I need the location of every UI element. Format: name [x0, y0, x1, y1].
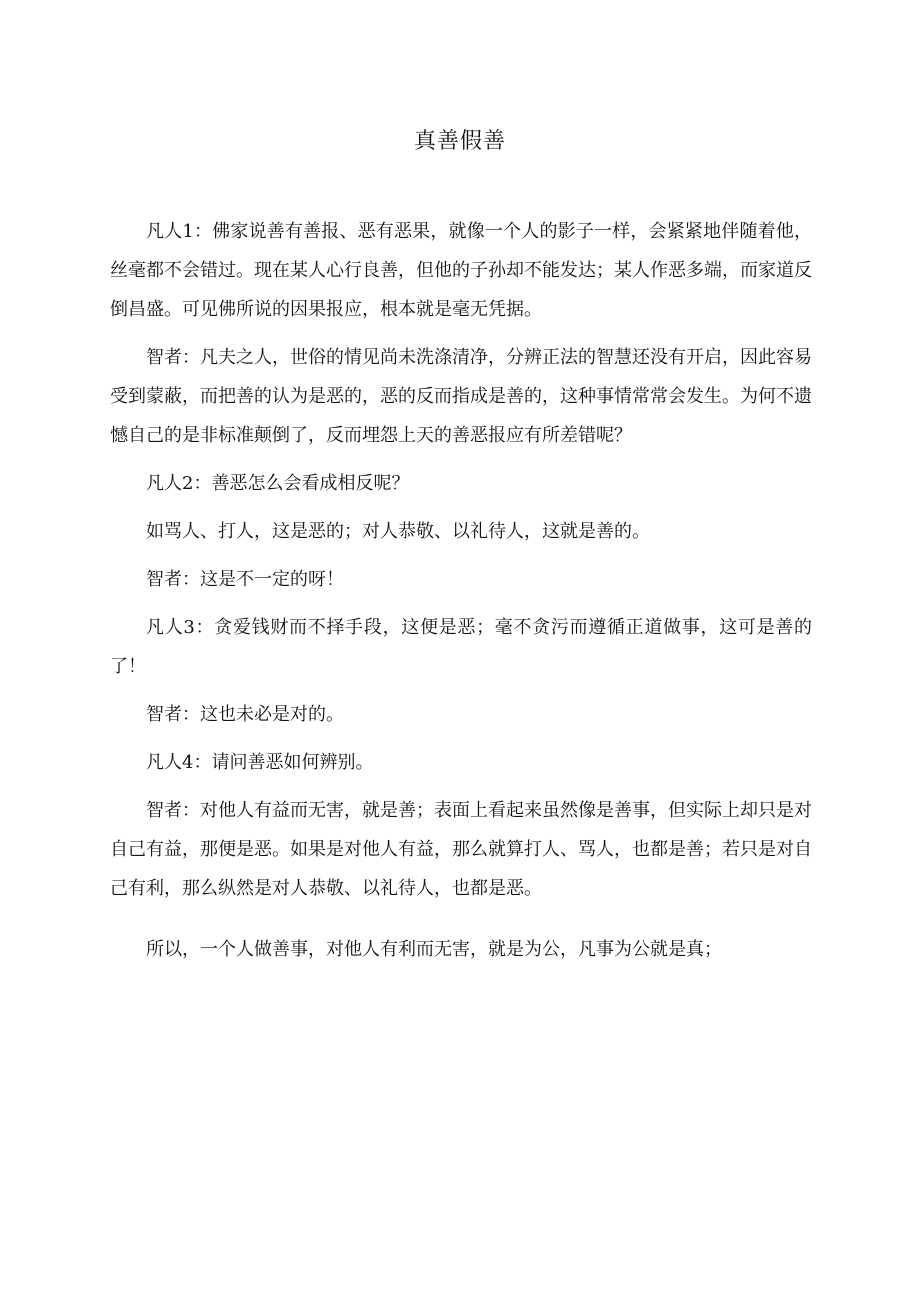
paragraph-7: 智者：这也未必是对的。: [146, 704, 344, 725]
paragraph-10: 所以，一个人做善事，对他人有利而无害，就是为公，凡事为公就是真；: [146, 939, 722, 960]
paragraph-9: 智者：对他人有益而无害，就是善；表面上看起来虽然像是善事，但实际上却只是对自己有益，那便是恶。如果是对他人有益，那么就算打人、骂人，也都是善；若只是对自己有利，那么纵然是对人恭敬、以礼待人，也都是恶。: [110, 800, 812, 899]
paragraph-1: 凡人1：佛家说善有善报、恶有恶果，就像一个人的影子一样，会紧紧地伴随着他，丝毫都不会错过。现在某人心行良善，但他的子孙却不能发达；某人作恶多端，而家道反倒昌盛。可见佛所说的因果报应，根本就是毫无凭据。: [110, 221, 812, 320]
document-body: [110, 212, 812, 978]
paragraph-6: 凡人3：贪爱钱财而不择手段，这便是恶；毫不贪污而遵循正道做事，这可是善的了！: [110, 617, 812, 677]
paragraph-5: 智者：这是不一定的呀！: [146, 569, 344, 590]
paragraph-2: 智者：凡夫之人，世俗的情见尚未洗涤清净，分辨正法的智慧还没有开启，因此容易受到蒙蔽，而把善的认为是恶的，恶的反而指成是善的，这种事情常常会发生。为何不遗憾自己的是非标准颠倒了，反而埋怨上天的善恶报应有所差错呢？: [110, 347, 812, 446]
document-title: 真善假善: [413, 129, 506, 154]
paragraph-3: 凡人2：善恶怎么会看成相反呢？: [146, 473, 410, 494]
paragraph-4: 如骂人、打人，这是恶的；对人恭敬、以礼待人，这就是善的。: [146, 521, 650, 542]
paragraph-8: 凡人4：请问善恶如何辨别。: [146, 752, 374, 773]
